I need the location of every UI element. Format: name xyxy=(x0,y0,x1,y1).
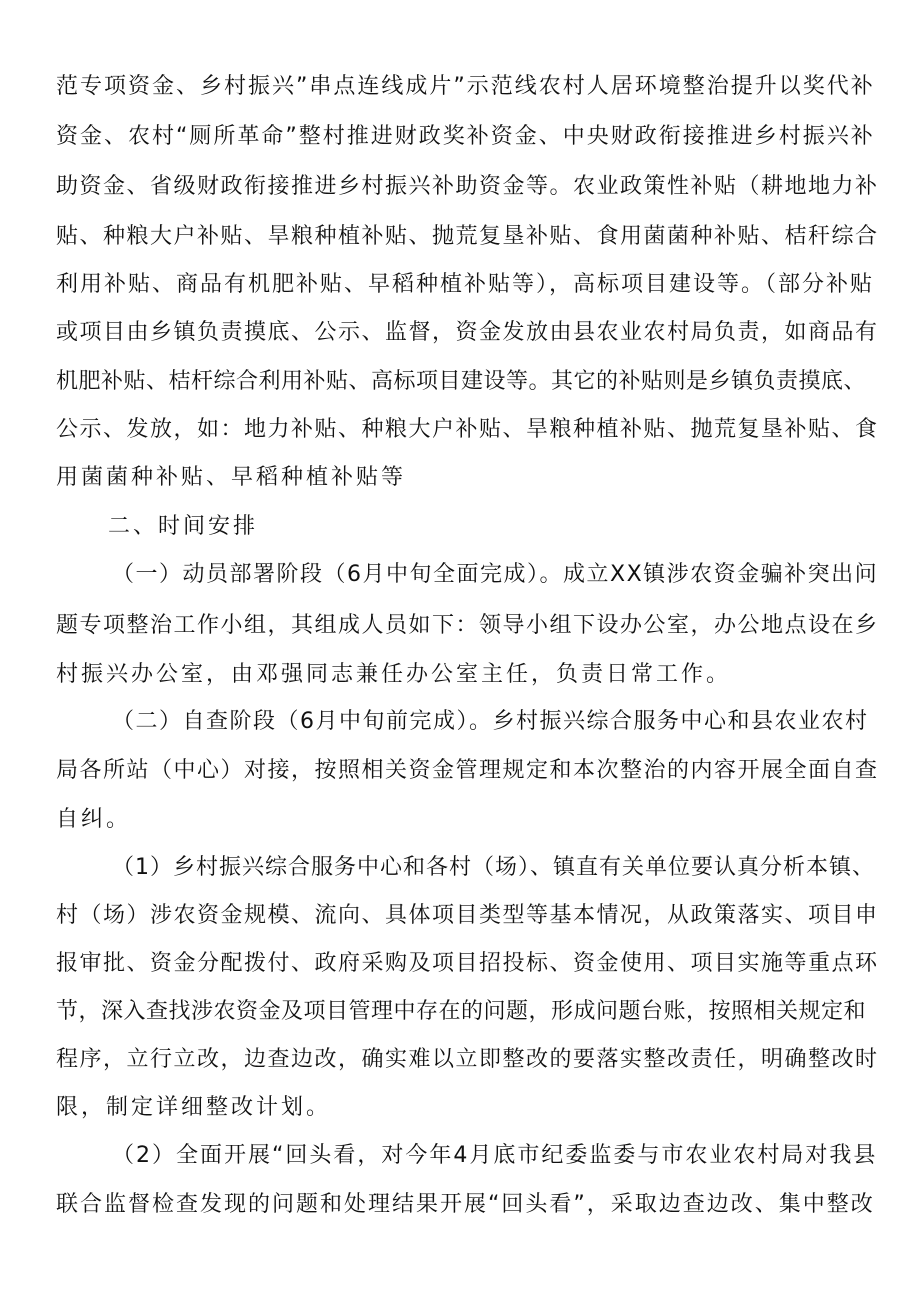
text-line: 用菌菌种补贴、早稻种植补贴等 xyxy=(56,465,407,490)
text-line: 范专项资金、乡村振兴”串点连线成片”示范线农村人居环境整治提升以奖代补 xyxy=(56,74,875,99)
text-line: 利用补贴、商品有机肥补贴、早稻种植补贴等），高标项目建设等。（部分补贴 xyxy=(56,272,875,297)
paragraph-start: （2）全面开展“回头看，对今年4月底市纪委监委与市农业农村局对我县 xyxy=(112,1143,878,1168)
paragraph-start: （二）自查阶段（6月中旬前完成）。乡村振兴综合服务中心和县农业农村 xyxy=(112,709,869,734)
text-line: 题专项整治工作小组，其组成人员如下：领导小组下设办公室，办公地点设在乡 xyxy=(56,613,879,638)
text-line: 联合监督检查发现的问题和处理结果开展“回头看”，采取边查边改、集中整改 xyxy=(56,1192,875,1217)
text-line: 公示、发放，如：地力补贴、种粮大户补贴、旱粮种植补贴、抛荒复垦补贴、食 xyxy=(56,417,879,442)
text-line: 或项目由乡镇负责摸底、公示、监督，资金发放由县农业农村局负责，如商品有 xyxy=(56,320,879,345)
section-heading: 二、时间安排 xyxy=(108,514,259,539)
text-line: 机肥补贴、桔杆综合利用补贴、高标项目建设等。其它的补贴则是乡镇负责摸底、 xyxy=(56,369,867,394)
text-line: 节，深入查找涉农资金及项目管理中存在的问题，形成问题台账，按照相关规定和 xyxy=(56,999,867,1024)
text-line: 村振兴办公室，由邓强同志兼任办公室主任，负责日常工作。 xyxy=(56,662,732,687)
text-line: 贴、种粮大户补贴、旱粮种植补贴、抛荒复垦补贴、食用菌菌种补贴、桔秆综合 xyxy=(56,224,879,249)
text-line: 助资金、省级财政衔接推进乡村振兴补助资金等。农业政策性补贴（耕地地力补 xyxy=(56,174,879,199)
text-line: 限，制定详细整改计划。 xyxy=(56,1095,332,1120)
paragraph-start: （1）乡村振兴综合服务中心和各村（场）、镇直有关单位要认真分析本镇、 xyxy=(112,855,875,880)
text-line: 资金、农村“厕所革命”整村推进财政奖补资金、中央财政衔接推进乡村振兴补 xyxy=(56,124,875,149)
text-line: 自纠。 xyxy=(56,807,132,832)
text-line: 村（场）涉农资金规模、流向、具体项目类型等基本情况，从政策落实、项目申 xyxy=(56,903,879,928)
text-line: 报审批、资金分配拨付、政府采购及项目招投标、资金使用、项目实施等重点环 xyxy=(56,951,879,976)
text-line: 程序，立行立改，边查边改，确实难以立即整改的要落实整改责任，明确整改时 xyxy=(56,1047,879,1072)
paragraph-start: （一）动员部署阶段（6月中旬全面完成）。成立XX镇涉农资金骗补突出问 xyxy=(112,562,879,587)
text-line: 局各所站（中心）对接，按照相关资金管理规定和本次整治的内容开展全面自查 xyxy=(56,758,879,783)
